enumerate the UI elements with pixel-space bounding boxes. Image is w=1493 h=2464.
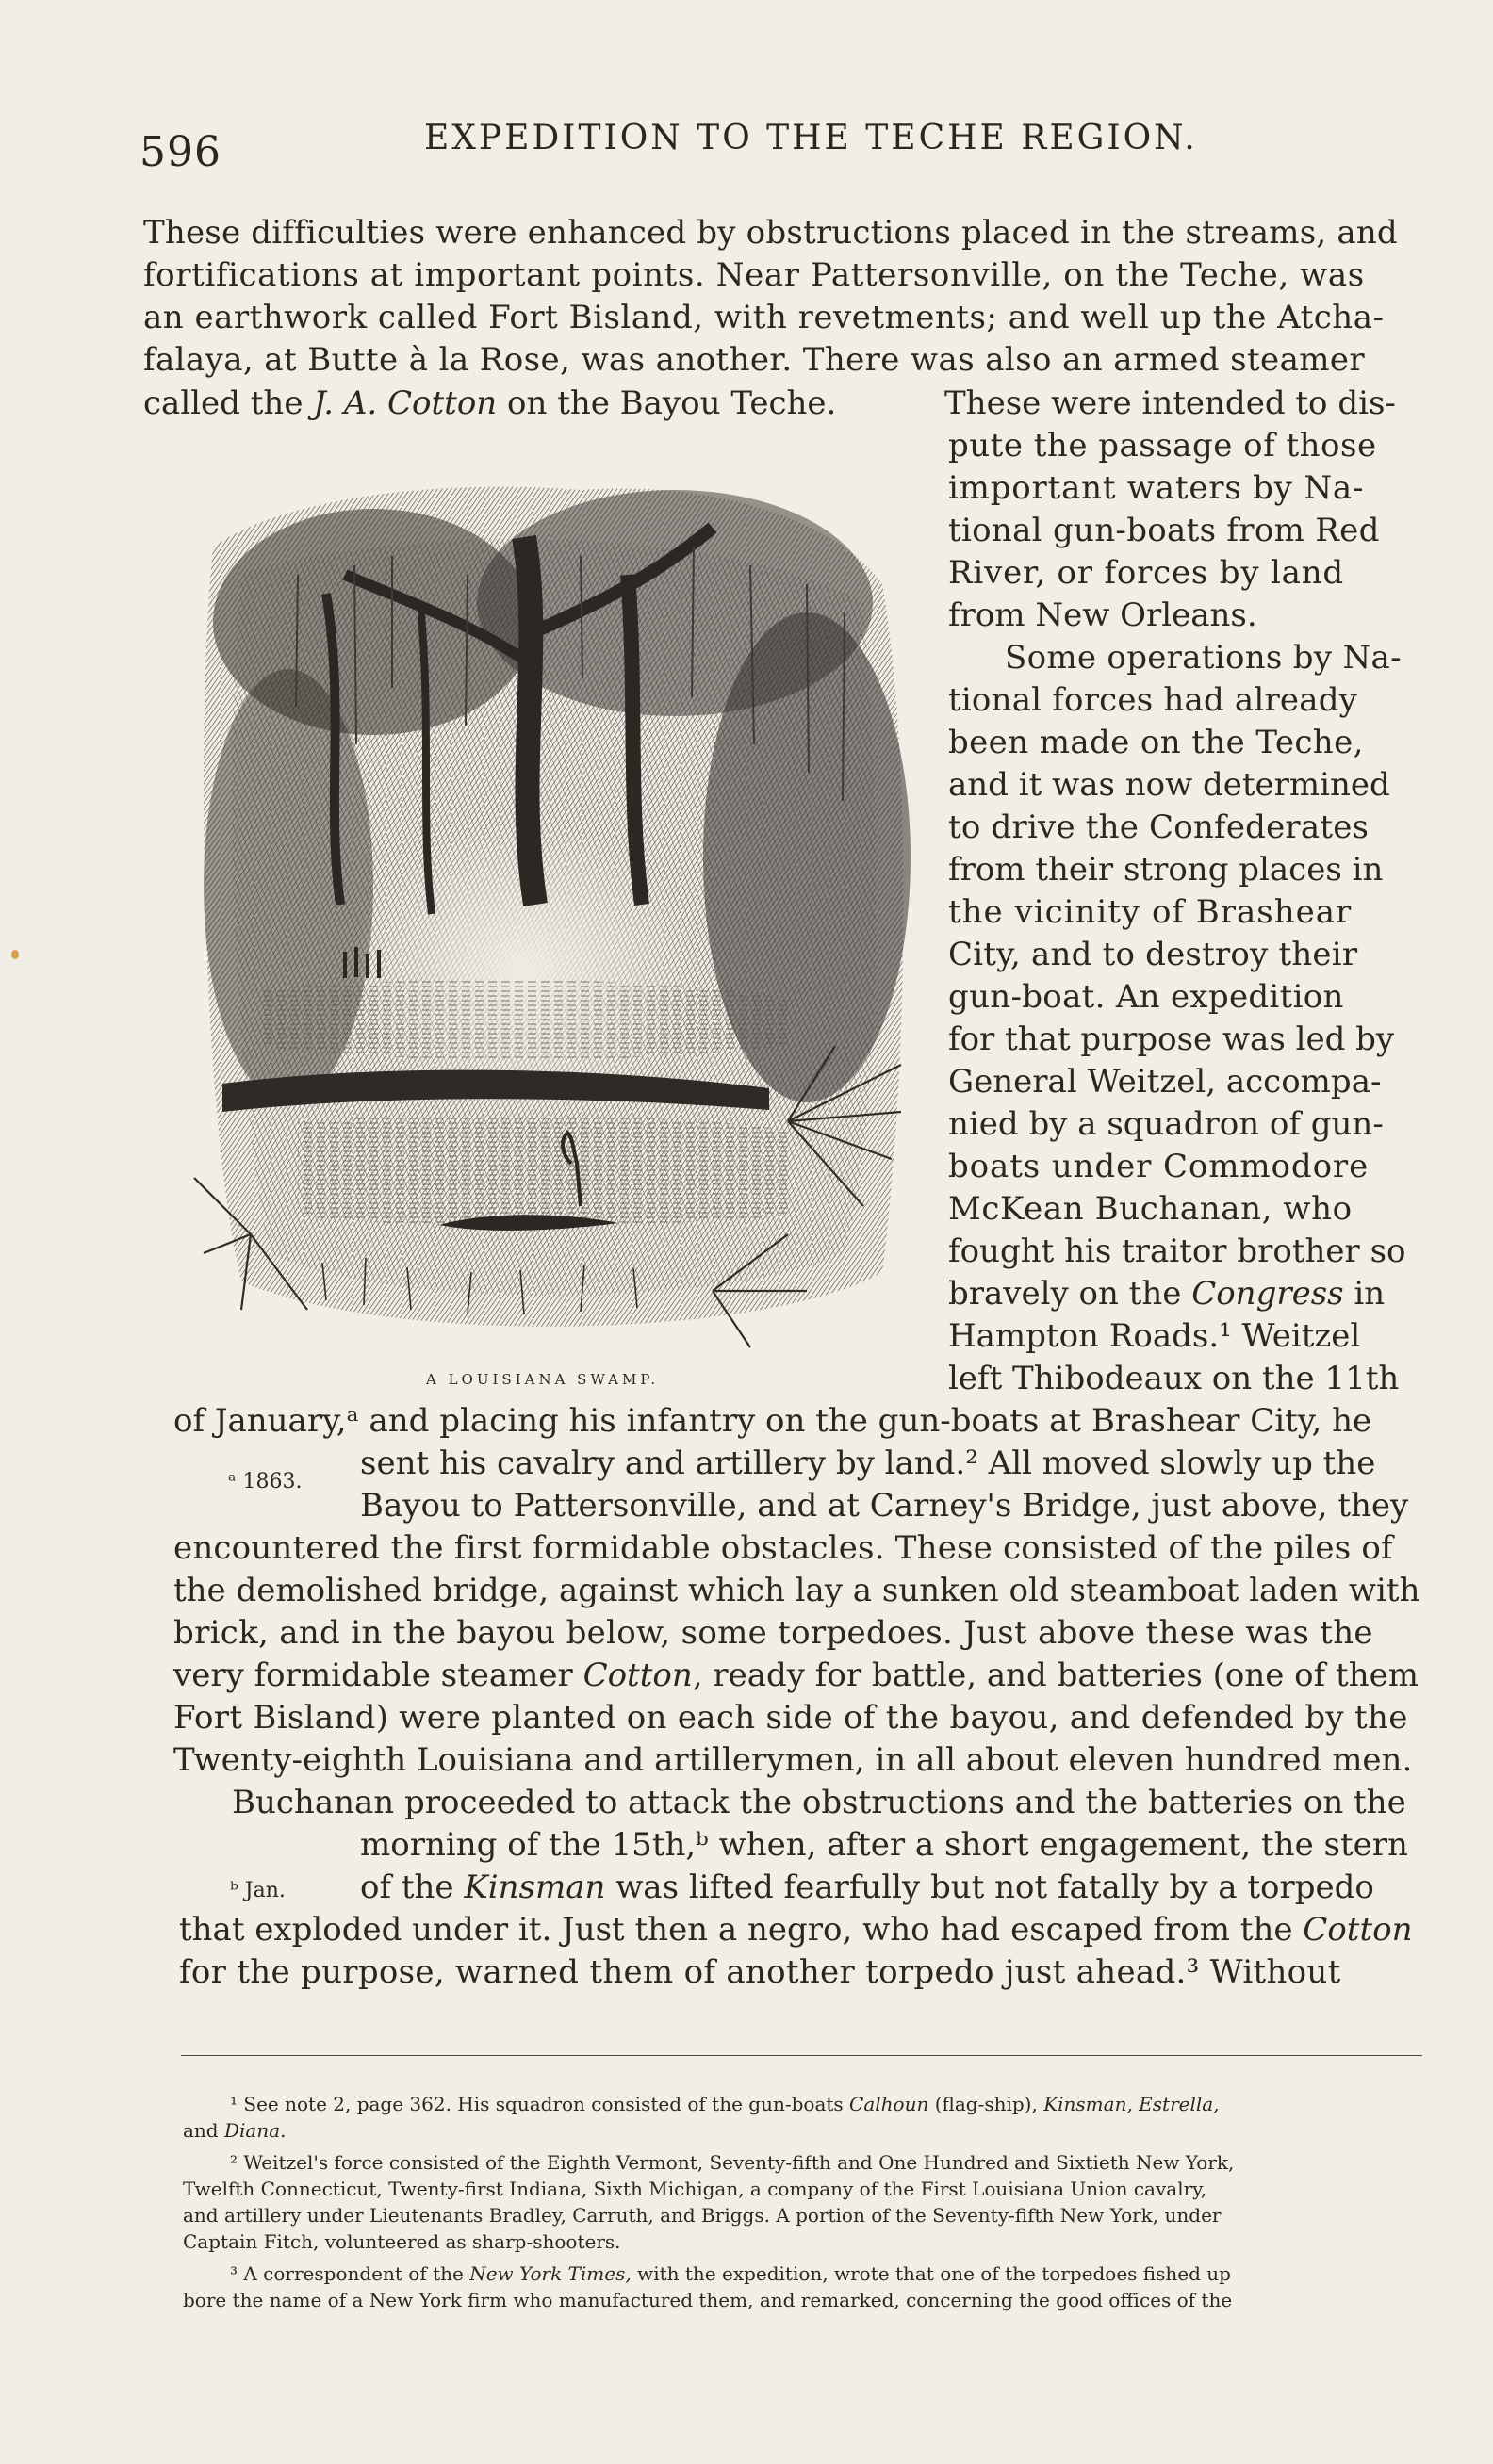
footnote-line: and artillery under Lieutenants Bradley, Carruth, and Briggs. A portion of the Seventy-fifth New York, under xyxy=(183,2204,1222,2227)
footnote-line: Twelfth Connecticut, Twenty-first Indiana, Sixth Michigan, a company of the First Louisiana Union cavalry, xyxy=(183,2178,1207,2200)
body-line: Bayou to Pattersonville, and at Carney's Bridge, just above, they xyxy=(360,1487,1409,1525)
body-line xyxy=(948,1275,1385,1313)
text-run: that exploded under it. Just then a negro, who had escaped from the xyxy=(179,1911,1293,1949)
italic-run: New York Times, xyxy=(469,2262,632,2285)
text-run: in xyxy=(1354,1275,1386,1313)
body-line: McKean Buchanan, who xyxy=(948,1190,1353,1228)
body-line: tional gun-boats from Red xyxy=(948,512,1380,549)
italic-run: Kinsman, Estrella, xyxy=(1043,2093,1220,2115)
body-line: been made on the Teche, xyxy=(948,724,1364,761)
text-run: on the Bayou Teche. xyxy=(507,384,837,422)
body-line: fought his traitor brother so xyxy=(948,1232,1406,1270)
running-title: EXPEDITION TO THE TECHE REGION. xyxy=(424,119,1198,157)
body-line: brick, and in the bayou below, some torpedoes. Just above these was the xyxy=(173,1614,1373,1652)
footnote-line: Captain Fitch, volunteered as sharp-shooters. xyxy=(183,2230,621,2253)
body-line: from their strong places in xyxy=(948,851,1384,889)
italic-run: J. A. Cotton xyxy=(313,384,498,422)
body-line: River, or forces by land xyxy=(948,554,1344,592)
footnote-rule xyxy=(181,2055,1422,2056)
body-line: nied by a squadron of gun- xyxy=(948,1105,1384,1143)
footnote-line: ² Weitzel's force consisted of the Eighth Vermont, Seventy-fifth and One Hundred and Sixtieth New York, xyxy=(230,2151,1235,2174)
body-line: left Thibodeaux on the 11th xyxy=(948,1360,1400,1397)
text-run: called the xyxy=(143,384,304,422)
body-line: Fort Bisland) were planted on each side of the bayou, and defended by the xyxy=(173,1699,1408,1737)
body-line: boats under Commodore xyxy=(948,1148,1370,1185)
italic-run: Cotton xyxy=(582,1656,693,1694)
text-run: , ready for battle, and batteries (one of them xyxy=(692,1656,1419,1694)
body-line: encountered the first formidable obstacles. These consisted of the piles of xyxy=(173,1529,1393,1567)
body-line xyxy=(173,1656,1419,1694)
body-line: the vicinity of Brashear xyxy=(948,893,1353,931)
body-line: Twenty-eighth Louisiana and artillerymen, in all about eleven hundred men. xyxy=(173,1741,1413,1779)
body-line xyxy=(143,384,836,422)
italic-run: Cotton xyxy=(1303,1911,1413,1949)
body-line: morning of the 15th,ᵇ when, after a short engagement, the stern xyxy=(360,1826,1408,1864)
italic-run: Diana. xyxy=(223,2119,287,2142)
body-line: an earthwork called Fort Bisland, with revetments; and well up the Atcha- xyxy=(143,299,1385,336)
footnote-line xyxy=(230,2262,1231,2285)
italic-run: Kinsman xyxy=(464,1868,606,1906)
body-line: for the purpose, warned them of another torpedo just ahead.³ Without xyxy=(179,1953,1341,1991)
body-line: the demolished bridge, against which lay a sunken old steamboat laden with xyxy=(173,1572,1420,1609)
footnote-line xyxy=(230,2093,1220,2115)
body-line: Hampton Roads.¹ Weitzel xyxy=(948,1317,1361,1355)
text-run: very formidable steamer xyxy=(173,1656,573,1694)
body-line: City, and to destroy their xyxy=(948,936,1358,973)
body-line: fortifications at important points. Near Pattersonville, on the Teche, was xyxy=(143,256,1365,294)
text-run: (flag-ship), xyxy=(934,2093,1038,2115)
footnote-line xyxy=(183,2119,287,2142)
body-line: tional forces had already xyxy=(948,681,1358,719)
text-run: ¹ See note 2, page 362. His squadron consisted of the gun-boats xyxy=(230,2093,844,2115)
body-line: for that purpose was led by xyxy=(948,1020,1395,1058)
body-line: to drive the Confederates xyxy=(948,808,1370,846)
body-line: sent his cavalry and artillery by land.² All moved slowly up the xyxy=(360,1444,1376,1482)
body-line: and it was now determined xyxy=(948,766,1390,804)
body-line: General Weitzel, accompa- xyxy=(948,1063,1382,1101)
swamp-engraving-art xyxy=(185,462,918,1368)
text-run: with the expedition, wrote that one of the torpedoes fished up xyxy=(637,2262,1231,2285)
body-line: of January,ᵃ and placing his infantry on the gun-boats at Brashear City, he xyxy=(173,1402,1372,1440)
body-line xyxy=(179,1911,1412,1949)
body-line: pute the passage of those xyxy=(948,427,1377,465)
text-run: and xyxy=(183,2119,219,2142)
body-line: These difficulties were enhanced by obstructions placed in the streams, and xyxy=(143,214,1398,252)
body-line xyxy=(360,1868,1374,1906)
italic-run: Congress xyxy=(1191,1275,1344,1313)
page-number: 596 xyxy=(139,128,221,176)
footnote-line: bore the name of a New York firm who manufactured them, and remarked, concerning the good offices of the xyxy=(183,2289,1233,2311)
text-run: was lifted fearfully but not fatally by a torpedo xyxy=(615,1868,1374,1906)
body-line: falaya, at Butte à la Rose, was another. There was also an armed steamer xyxy=(143,341,1366,379)
body-line: Some operations by Na- xyxy=(1005,639,1402,677)
italic-run: Calhoun xyxy=(849,2093,929,2115)
body-line: important waters by Na- xyxy=(948,469,1365,507)
margin-note-date: ᵇ Jan. xyxy=(230,1879,286,1902)
swamp-engraving xyxy=(185,462,918,1368)
body-line: from New Orleans. xyxy=(948,596,1257,634)
margin-note-year: ᵃ 1863. xyxy=(228,1470,303,1493)
text-run: of the xyxy=(360,1868,454,1906)
text-run: ³ A correspondent of the xyxy=(230,2262,464,2285)
paper-stain xyxy=(11,950,19,959)
figure-caption: A LOUISIANA SWAMP. xyxy=(426,1371,660,1388)
text-run: bravely on the xyxy=(948,1275,1182,1313)
body-line: Buchanan proceeded to attack the obstructions and the batteries on the xyxy=(232,1784,1406,1821)
body-line: These were intended to dis- xyxy=(944,384,1396,422)
body-line: gun-boat. An expedition xyxy=(948,978,1344,1016)
